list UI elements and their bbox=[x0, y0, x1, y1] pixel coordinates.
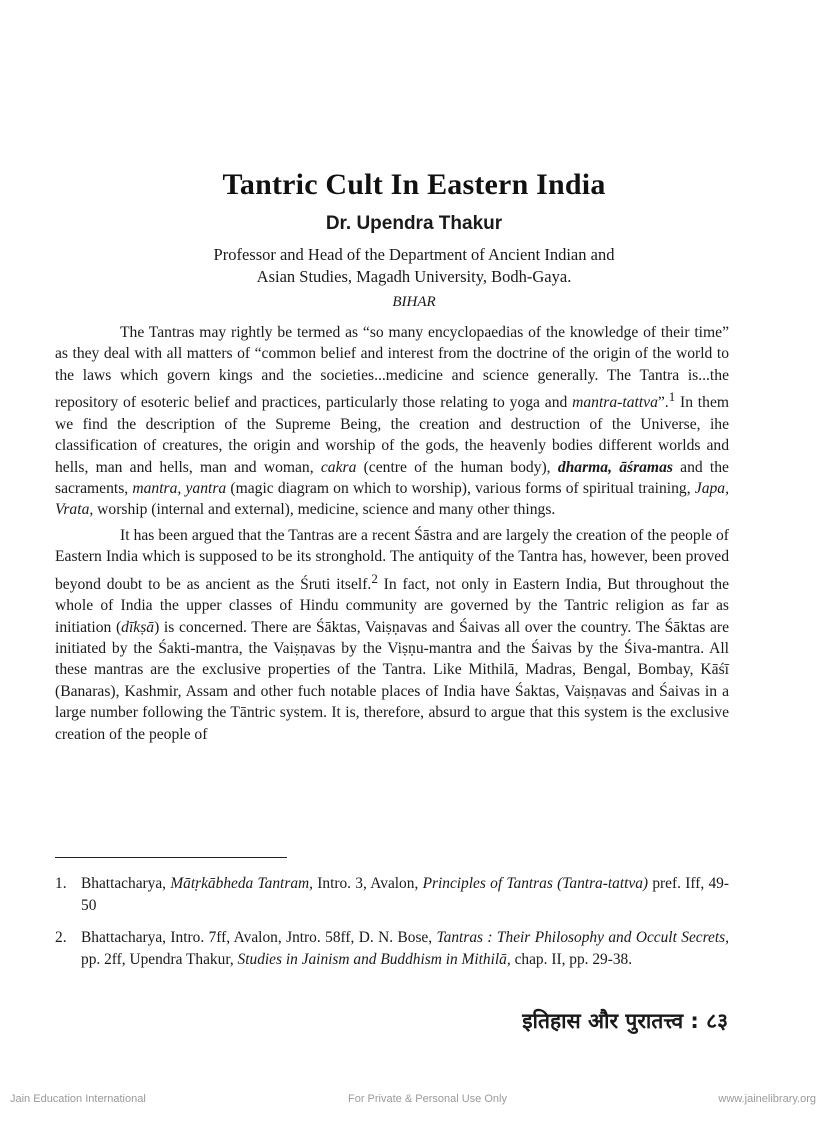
watermark-right: www.jainelibrary.org bbox=[718, 1093, 816, 1105]
fn1-title-b: Principles of Tantras (Tantra-tattva) bbox=[422, 875, 649, 892]
p1-term-dharma: dharma, āśramas bbox=[557, 458, 673, 476]
footnote-text bbox=[81, 873, 729, 916]
author-place: BIHAR bbox=[392, 294, 436, 310]
p2-text-a: It has been argued that the Tantras are a recent Śāstra and are largely the creation of the people of Eastern India which is supposed to be its stronghold. The antiquity of the Tantra has, however, been proved beyond doubt to be as ancient as the Śruti itself. bbox=[55, 526, 729, 593]
fn2-text-a: Bhattacharya, Intro. 7ff, Avalon, Jntro. 58ff, D. N. Bose, bbox=[81, 929, 437, 947]
p1-text-e: and the sacraments, bbox=[55, 458, 729, 498]
p1-term-cakra: cakra bbox=[320, 458, 357, 476]
p1-term-japa-vrata: Japa, Vrata, bbox=[55, 480, 729, 519]
fn2-text-c: pp. 2ff, Upendra Thakur, bbox=[81, 950, 238, 968]
footnote-ref-2: 2 bbox=[371, 570, 378, 586]
fn1-text-e: pref. Iff, 49-50 bbox=[81, 875, 729, 914]
p2-term-diksa: dīkṣā bbox=[121, 618, 155, 636]
p2-text-c: ) is concerned. There are Śāktas, Vaiṣṇavas and Śaivas all over the country. The Śāktas are initiated by the Śakti-mantra, the Vaiṣṇavas by the Viṣṇu-mantra and the Śaivas by the Śiva-mantra. All these mantras are the exclusive properties of the Tantra. Like Mithilā, Madras, Bengal, Bombay, Kāśī (Banaras), Kashmir, Assam and other fuch notable places of India have Śaktas, Vaiṣṇavas and Śaivas in a large number following the Tāntric system. It is, therefore, absurd to argue that this system is the exclusive creation of the people of bbox=[55, 618, 729, 743]
paragraph-2 bbox=[55, 525, 729, 745]
p1-text-a: The Tantras may rightly be termed as “so many encyclopaedias of the knowledge of their time” as they deal with all matters of “common belief and interest from the doctrine of the origin of the world to the laws which govern kings and the societies...medicine and science generally. The Tantra is...the repository of esoteric belief and practices, particularly those relating to yoga and bbox=[55, 324, 729, 412]
footnotes bbox=[55, 873, 729, 981]
p1-text-g: worship (internal and external), medicine, science and many other things. bbox=[93, 501, 556, 519]
p1-term-mantra-yantra: mantra, yantra bbox=[132, 480, 227, 498]
affiliation-line-2: Asian Studies, Magadh University, Bodh-Gaya. bbox=[256, 267, 572, 286]
author-name: Dr. Upendra Thakur bbox=[325, 213, 503, 234]
watermark-center: For Private & Personal Use Only bbox=[348, 1093, 507, 1105]
affiliation-line-1: Professor and Head of the Department of Ancient Indian and bbox=[213, 245, 615, 264]
footnote-number: 2. bbox=[55, 929, 67, 947]
p1-text-d: (centre of the human body), bbox=[356, 458, 558, 476]
footnote-number: 1. bbox=[55, 875, 67, 892]
p1-text-c: In them we find the description of the Supreme Being, the creation and destruction of the Universe, ihe classification of creatures, the origin and worship of the gods, the heavenly bodies different worlds and hells, man and hells, man and woman, bbox=[55, 394, 729, 476]
footnote-2 bbox=[55, 927, 729, 970]
footnote-1 bbox=[55, 873, 729, 916]
article-body bbox=[55, 322, 729, 745]
fn1-title-a: Mātṛkābheda Tantram, bbox=[170, 875, 313, 892]
fn2-title-a: Tantras : Their Philosophy and Occult Secrets, bbox=[436, 929, 729, 947]
footnote-text bbox=[81, 927, 729, 970]
fn1-text-a: Bhattacharya, bbox=[81, 875, 171, 892]
fn1-text-c: Intro. 3, Avalon, bbox=[312, 875, 423, 892]
fn2-title-b: Studies in Jainism and Buddhism in Mithilā, bbox=[237, 950, 511, 968]
article-title: Tantric Cult In Eastern India bbox=[222, 168, 606, 201]
p1-text-b: ”. bbox=[657, 394, 669, 412]
p1-term-mantra-tattva: mantra-tattva bbox=[572, 394, 658, 412]
footnote-ref-1: 1 bbox=[668, 389, 676, 405]
fn2-text-e: chap. II, pp. 29-38. bbox=[510, 950, 633, 968]
watermark-left: Jain Education International bbox=[10, 1093, 146, 1105]
page-footer: इतिहास और पुरातत्त्व : ८३ bbox=[522, 1009, 728, 1033]
author-affiliation bbox=[0, 244, 828, 288]
footnote-divider bbox=[55, 857, 287, 858]
p1-text-f: (magic diagram on which to worship), various forms of spiritual training, bbox=[226, 480, 695, 498]
paragraph-1 bbox=[55, 322, 729, 521]
p2-text-b: In fact, not only in Eastern India, But throughout the whole of India the upper classes of Hindu community are governed by the Tantric religion as far as initiation ( bbox=[55, 575, 730, 636]
